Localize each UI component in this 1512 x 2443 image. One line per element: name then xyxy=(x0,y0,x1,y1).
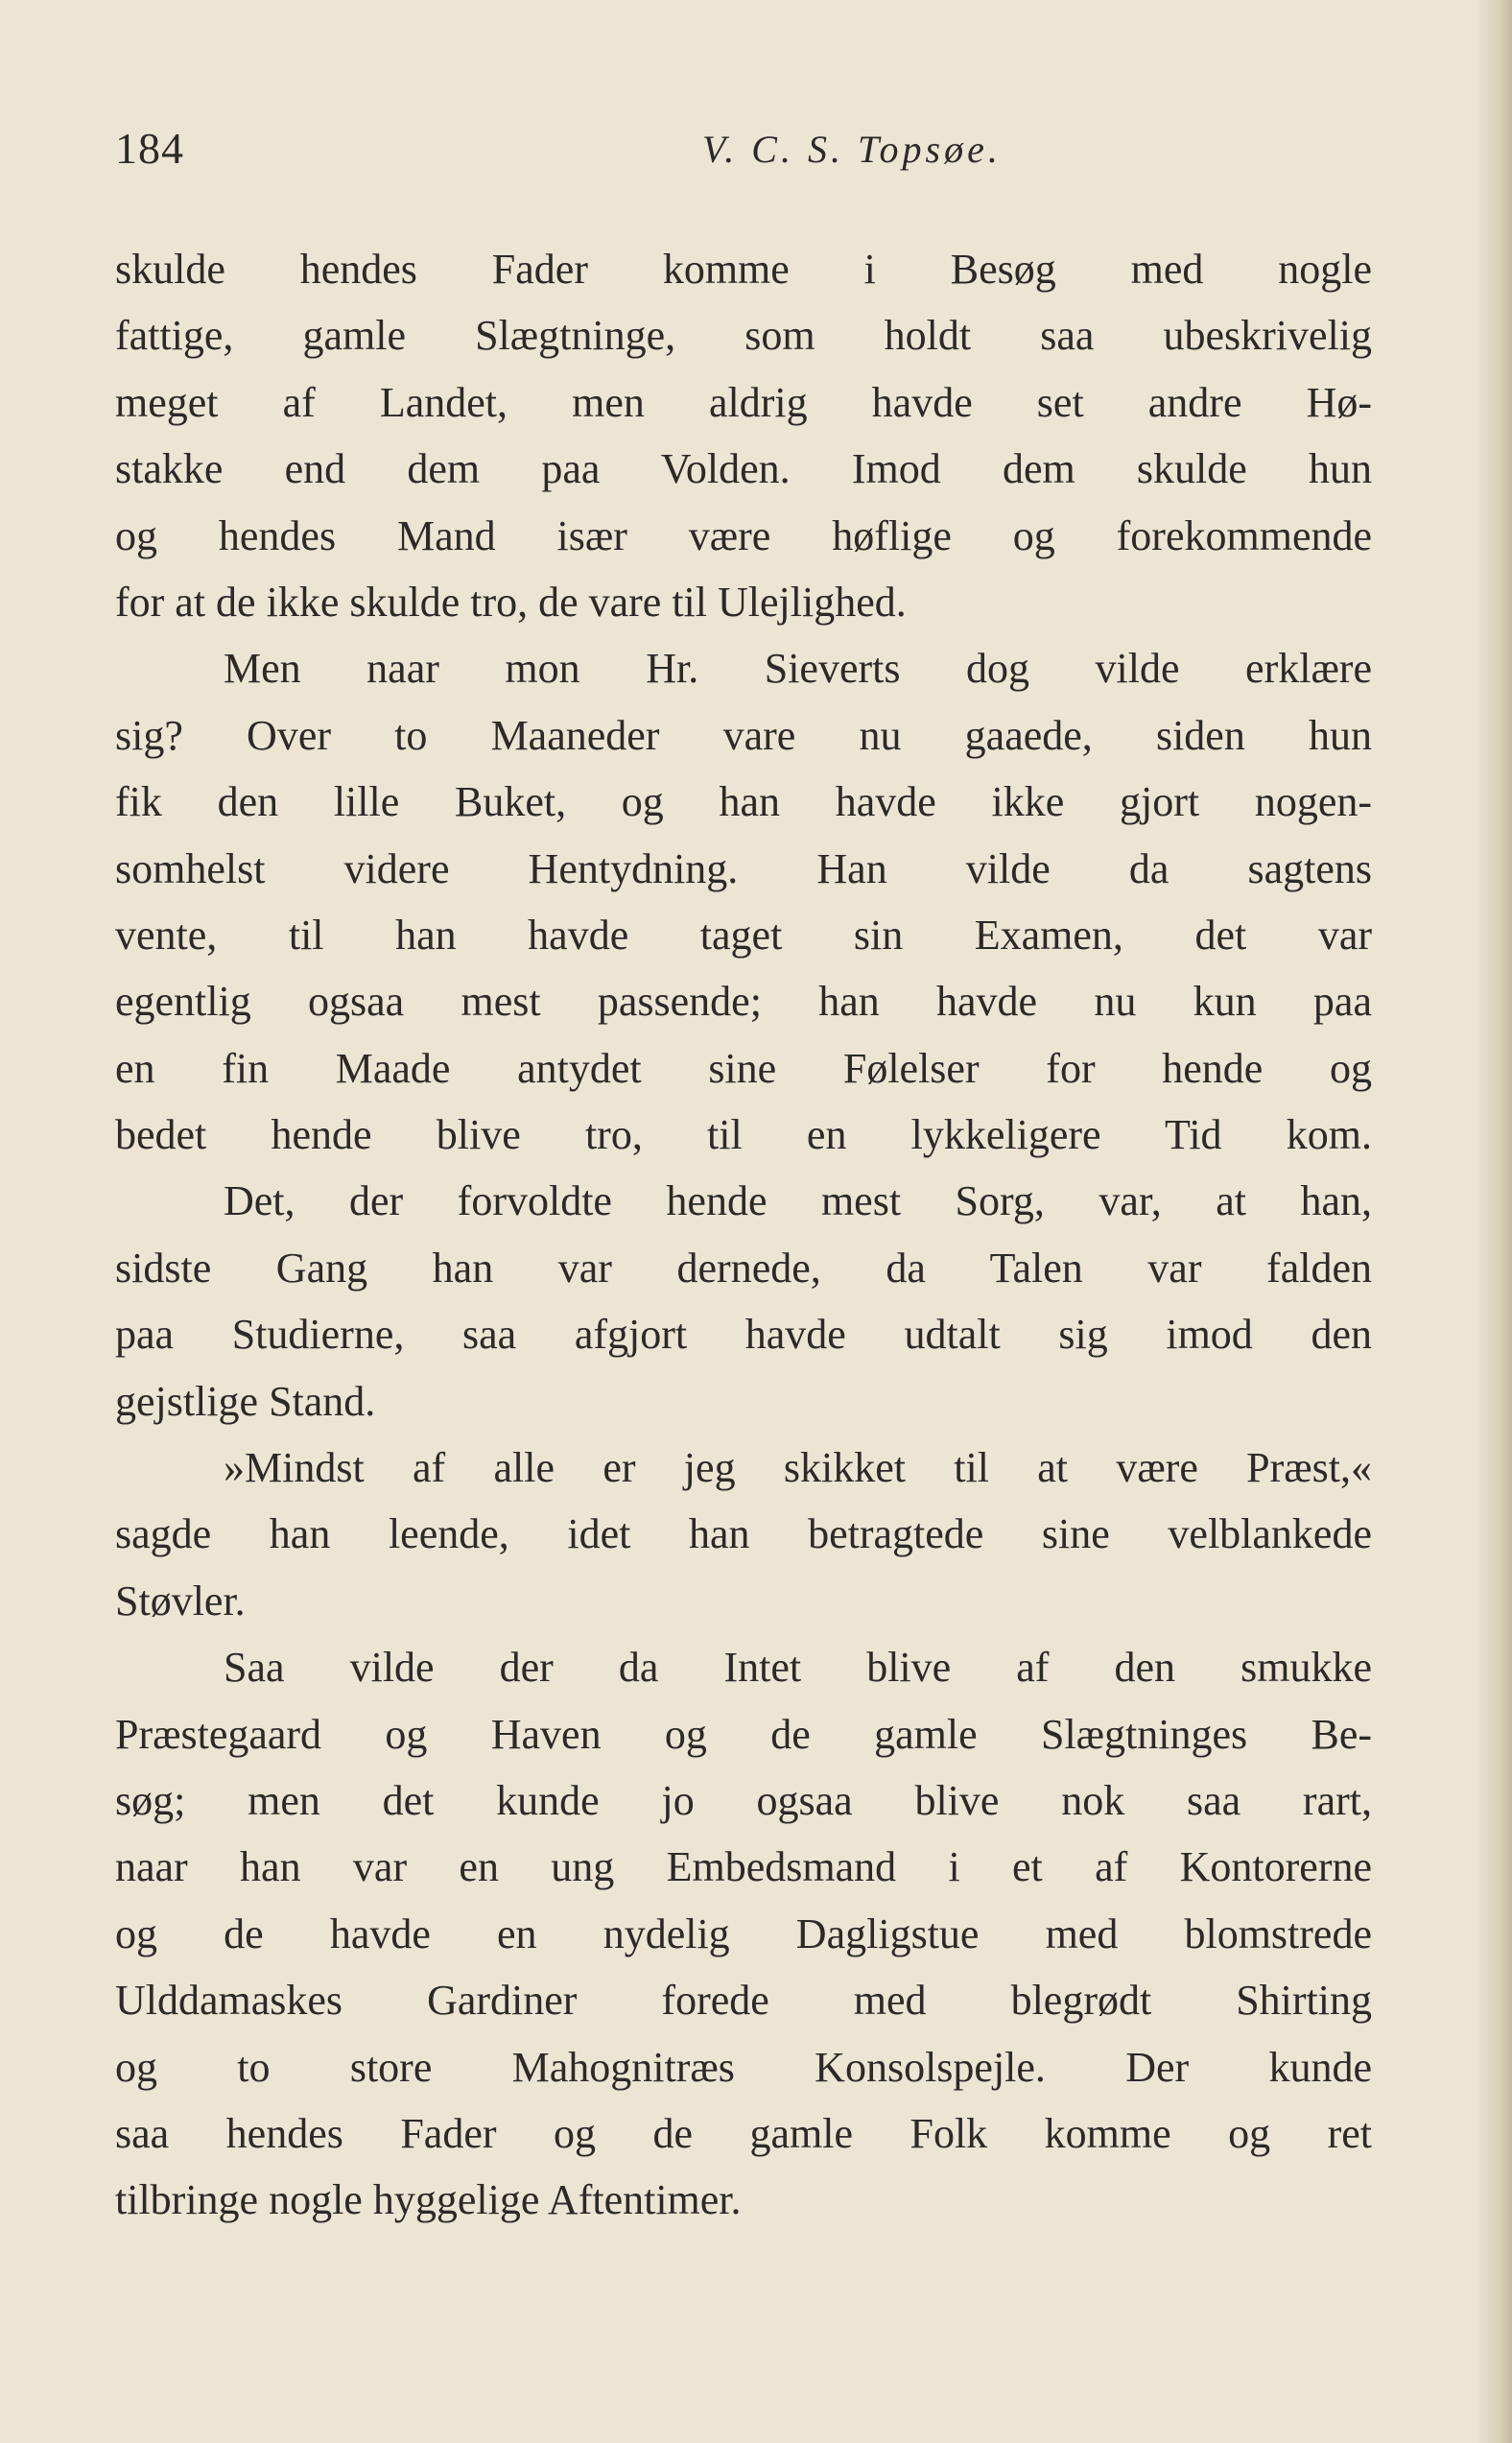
text-line: for at de ikke skulde tro, de vare til Ulejlighed. xyxy=(115,578,907,626)
text-line: søg; men det kunde jo ogsaa blive nok saa rart, xyxy=(115,1776,1372,1824)
spine-shadow xyxy=(1474,0,1512,2443)
text-line: tilbringe nogle hyggelige Aftentimer. xyxy=(115,2176,742,2224)
text-line: Saa vilde der da Intet blive af den smukke xyxy=(224,1644,1372,1692)
text-line: og to store Mahognitræs Konsolspejle. Der kunde xyxy=(115,2043,1372,2091)
text-line: »Mindst af alle er jeg skikket til at være Præst,« xyxy=(224,1444,1372,1492)
text-line: egentlig ogsaa mest passende; han havde nu kun paa xyxy=(115,978,1372,1026)
text-line: somhelst videre Hentydning. Han vilde da sagtens xyxy=(115,844,1372,892)
body-text xyxy=(115,236,1372,2234)
text-line: sidste Gang han var dernede, da Talen var falden xyxy=(115,1244,1372,1292)
text-line: fattige, gamle Slægtninge, som holdt saa ubeskrivelig xyxy=(115,312,1372,360)
text-line: en fin Maade antydet sine Følelser for hende og xyxy=(115,1044,1372,1092)
text-line: og de havde en nydelig Dagligstue med blomstrede xyxy=(115,1909,1372,1957)
running-head: V. C. S. Topsøe. xyxy=(702,128,1002,171)
page-header xyxy=(115,123,1372,180)
text-line: stakke end dem paa Volden. Imod dem skulde hun xyxy=(115,445,1372,493)
text-line: og hendes Mand især være høflige og forekommende xyxy=(115,511,1372,559)
text-line: Det, der forvoldte hende mest Sorg, var, at han, xyxy=(224,1177,1372,1225)
text-line: paa Studierne, saa afgjort havde udtalt sig imod den xyxy=(115,1311,1372,1359)
text-line: Præstegaard og Haven og de gamle Slægtninges Be- xyxy=(115,1710,1372,1758)
text-line: naar han var en ung Embedsmand i et af Kontorerne xyxy=(115,1843,1372,1891)
text-line: Men naar mon Hr. Sieverts dog vilde erklære xyxy=(224,645,1372,693)
text-line: Ulddamaskes Gardiner forede med blegrødt Shirting xyxy=(115,1977,1372,2025)
text-line: bedet hende blive tro, til en lykkeligere Tid kom. xyxy=(115,1111,1372,1159)
text-line: meget af Landet, men aldrig havde set andre Hø- xyxy=(115,378,1372,426)
page-number: 184 xyxy=(115,124,184,173)
text-line: sig? Over to Maaneder vare nu gaaede, siden hun xyxy=(115,711,1372,759)
text-line: vente, til han havde taget sin Examen, det var xyxy=(115,911,1372,959)
text-line: Støvler. xyxy=(115,1577,246,1625)
text-line: saa hendes Fader og de gamle Folk komme og ret xyxy=(115,2109,1372,2157)
text-line: sagde han leende, idet han betragtede sine velblankede xyxy=(115,1510,1372,1558)
text-line: fik den lille Buket, og han havde ikke gjort nogen- xyxy=(115,778,1372,826)
text-line: skulde hendes Fader komme i Besøg med nogle xyxy=(115,246,1372,293)
text-line: gejstlige Stand. xyxy=(115,1377,376,1425)
